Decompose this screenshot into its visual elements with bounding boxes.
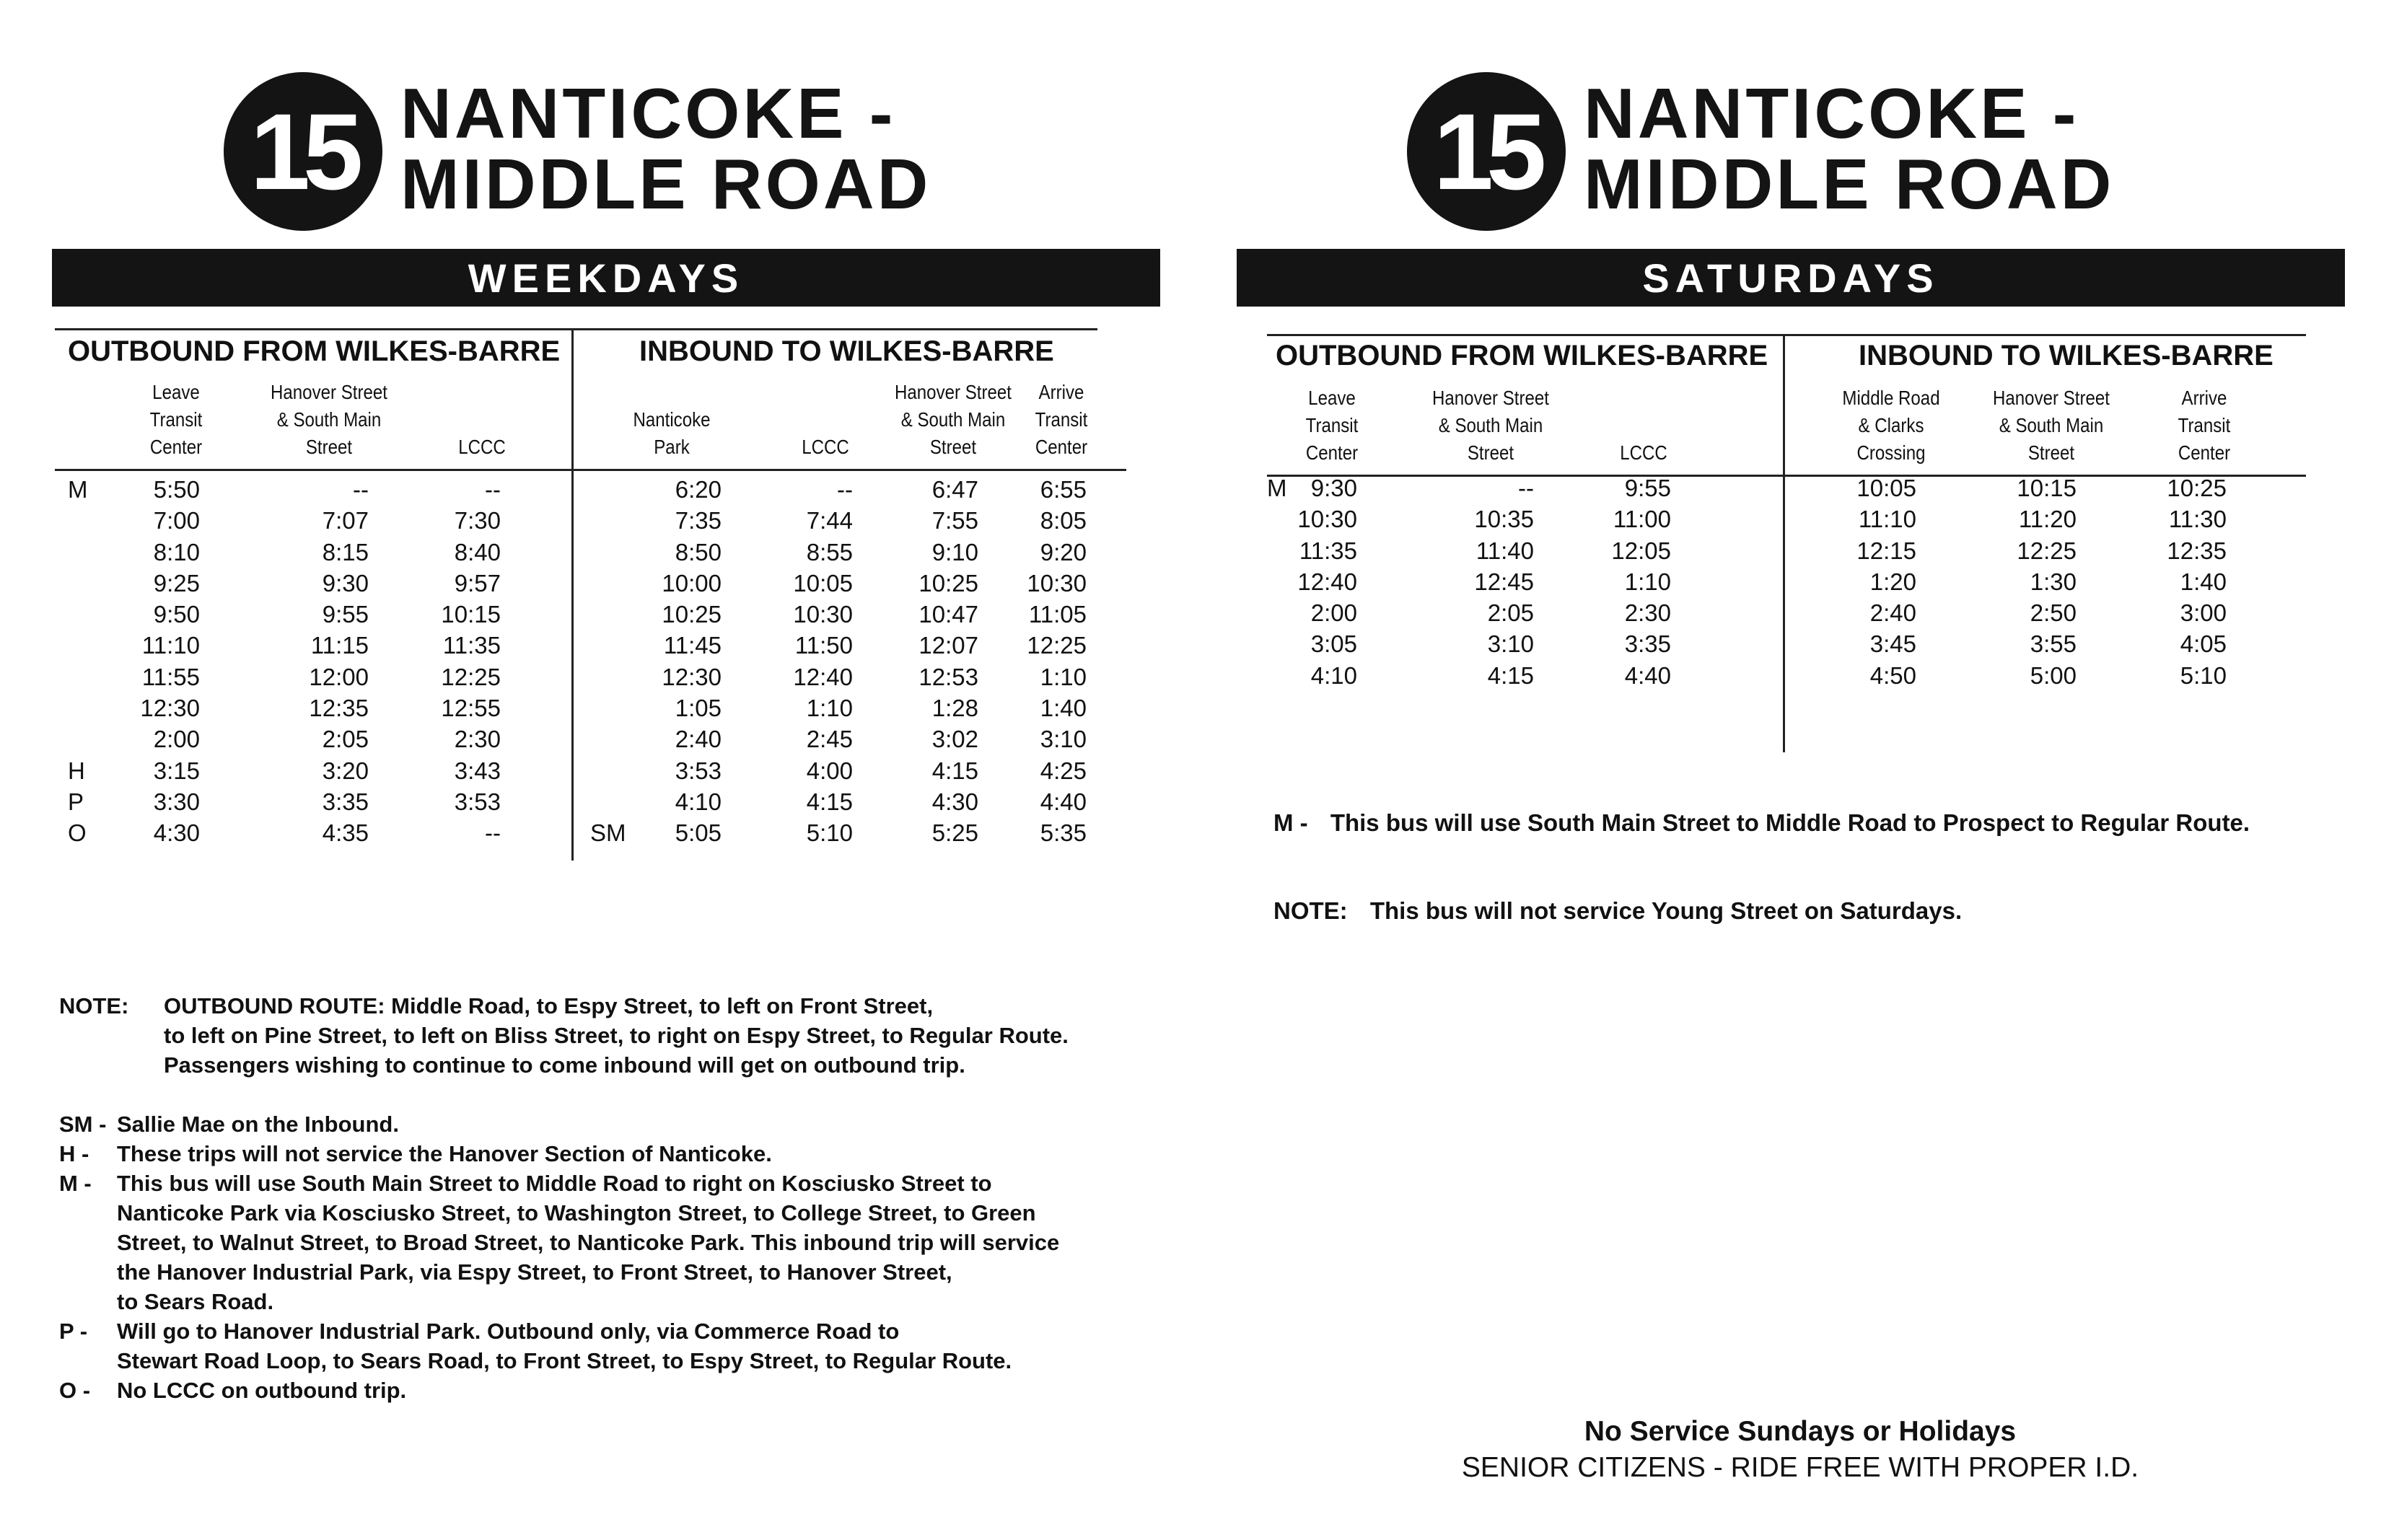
time-cell: 5:25	[931, 819, 978, 847]
column-heading: Hanover Street & South Main Street	[895, 381, 1012, 458]
time-cell: 3:02	[931, 726, 978, 753]
time-cell: 11:35	[442, 632, 501, 659]
time-cell: 10:05	[793, 569, 853, 597]
senior-citizens-notice: SENIOR CITIZENS - RIDE FREE WITH PROPER I.D.	[1461, 1452, 2139, 1483]
table-row	[1267, 503, 2306, 534]
time-cell: 7:00	[153, 507, 200, 534]
time-cell: 3:10	[1040, 726, 1087, 753]
time-cell: 12:05	[1611, 537, 1671, 564]
time-cell: 8:05	[1040, 507, 1087, 534]
time-cell: 8:40	[454, 538, 501, 566]
time-cell: 12:25	[2017, 537, 2077, 564]
time-cell: 7:35	[675, 507, 722, 534]
time-cell: --	[353, 476, 369, 503]
time-cell: 4:05	[2180, 630, 2227, 658]
time-cell: 12:53	[918, 663, 978, 690]
time-cell: 3:10	[1487, 630, 1534, 658]
footnote-code: M	[1267, 475, 1287, 501]
footnote: O - No LCCC on outbound trip.	[59, 1376, 1069, 1405]
footnote-code: O	[68, 819, 87, 847]
time-cell: 1:05	[675, 695, 722, 722]
column-heading: Nanticoke Park	[633, 408, 711, 458]
column-heading: Hanover Street & South Main Street	[1993, 387, 2110, 464]
footnote-code: H	[68, 757, 85, 784]
table-row	[1267, 628, 2306, 659]
time-cell: 12:25	[441, 663, 501, 690]
time-cell: 8:50	[675, 538, 722, 566]
time-cell: 2:40	[1869, 599, 1916, 627]
time-cell: 4:10	[1310, 661, 1357, 689]
time-cell: 1:40	[1040, 695, 1087, 722]
time-cell: 2:30	[1624, 599, 1671, 627]
time-cell: 2:05	[1487, 599, 1534, 627]
time-cell: 4:30	[931, 788, 978, 815]
time-cell: 10:30	[1297, 506, 1357, 533]
time-cell: 3:15	[153, 757, 200, 784]
time-cell: 7:55	[931, 507, 978, 534]
column-heading: Leave Transit Center	[149, 381, 203, 458]
footnote: H - These trips will not service the Hanover Section of Nanticoke.	[59, 1139, 1069, 1169]
time-cell: 10:15	[2017, 475, 2077, 501]
time-cell: 7:07	[322, 507, 369, 534]
table-row	[55, 786, 1126, 817]
time-cell: 5:05	[675, 819, 722, 847]
time-cell: 8:15	[322, 538, 369, 566]
route-title: NANTICOKE - MIDDLE ROAD	[400, 74, 931, 224]
table-row	[1267, 566, 2306, 597]
inbound-header: INBOUND TO WILKES-BARRE	[639, 335, 1054, 367]
footnote-code: M	[68, 476, 88, 503]
weekdays-notes	[59, 991, 1069, 1405]
time-cell: 12:25	[1027, 632, 1087, 659]
footnote-key: H -	[59, 1141, 89, 1166]
time-cell: 10:47	[918, 601, 978, 628]
time-cell: 2:00	[153, 726, 200, 753]
time-cell: 1:10	[1624, 568, 1671, 595]
footnote-code: P	[68, 788, 84, 815]
table-row	[55, 505, 1126, 536]
time-cell: 2:05	[322, 726, 369, 753]
time-cell: 11:35	[1299, 537, 1357, 564]
time-cell: 5:50	[153, 476, 200, 503]
time-cell: 3:20	[322, 757, 369, 784]
time-cell: 5:10	[2180, 661, 2227, 689]
time-cell: 2:30	[454, 726, 501, 753]
time-cell: 12:30	[662, 663, 722, 690]
time-cell: 3:30	[153, 788, 200, 815]
saturday-note: NOTE: This bus will not service Young Street on Saturdays.	[1273, 897, 1963, 924]
time-cell: 1:30	[2030, 568, 2077, 595]
column-heading: Arrive Transit Center	[2178, 387, 2231, 464]
time-cell: 4:50	[1869, 661, 1916, 689]
column-heading: LCCC	[458, 436, 506, 458]
time-cell: 9:30	[322, 569, 369, 597]
table-row	[55, 661, 1126, 692]
time-cell: 11:15	[310, 632, 369, 659]
time-cell: --	[485, 476, 501, 503]
time-cell: 10:00	[662, 569, 722, 597]
table-row	[1267, 472, 2306, 503]
time-cell: 8:10	[153, 538, 200, 566]
time-cell: --	[1518, 475, 1534, 501]
time-cell: 11:50	[794, 632, 853, 659]
footer	[1320, 1414, 2280, 1486]
time-cell: 4:35	[322, 819, 369, 847]
time-cell: 2:40	[675, 726, 722, 753]
time-cell: 9:25	[153, 569, 200, 597]
footnote-code: SM	[590, 819, 626, 847]
time-cell: 8:55	[806, 538, 853, 566]
table-row	[55, 755, 1126, 786]
time-cell: 9:10	[931, 538, 978, 566]
time-cell: 6:20	[675, 476, 722, 503]
footnote: M - This bus will use South Main Street to Middle Road to right on Kosciusko Street to Nanticoke Park via Kosciusko Street, to Washington Street, to College Street, to Green Street, to Walnut Street, to Broad Street, to Nanticoke Park. This inbound trip will service the Hanover Industrial Park, via Espy Street, to Front Street, to Hanover Street, to Sears Road.	[59, 1169, 1069, 1316]
time-cell: 6:55	[1040, 476, 1087, 503]
time-cell: 7:44	[806, 507, 853, 534]
time-cell: 5:10	[806, 819, 853, 847]
column-heading: Leave Transit Center	[1305, 387, 1359, 464]
footnote-key: NOTE:	[59, 993, 129, 1018]
outbound-header: OUTBOUND FROM WILKES-BARRE	[68, 335, 561, 367]
time-cell: 4:15	[806, 788, 853, 815]
time-cell: 6:47	[931, 476, 978, 503]
time-cell: 4:40	[1624, 661, 1671, 689]
time-cell: 1:20	[1869, 568, 1916, 595]
time-cell: 11:55	[141, 663, 200, 690]
time-cell: 9:50	[153, 601, 200, 628]
time-cell: 4:15	[931, 757, 978, 784]
time-cell: 9:55	[322, 601, 369, 628]
time-cell: 12:45	[1474, 568, 1534, 595]
time-cell: 4:15	[1487, 661, 1534, 689]
time-cell: 11:05	[1028, 601, 1087, 628]
time-cell: 10:05	[1856, 475, 1916, 501]
saturdays-panel	[1190, 0, 2381, 1540]
time-cell: 4:25	[1040, 757, 1087, 784]
weekdays-band: WEEKDAYS	[52, 249, 1160, 307]
time-cell: 3:35	[322, 788, 369, 815]
saturdays-band: SATURDAYS	[1237, 249, 2345, 307]
table-row	[55, 474, 1126, 505]
time-cell: 3:00	[2180, 599, 2227, 627]
time-cell: 11:40	[1475, 537, 1534, 564]
table-row	[55, 537, 1126, 568]
route-title: NANTICOKE - MIDDLE ROAD	[1584, 74, 2115, 224]
time-cell: 10:15	[441, 601, 501, 628]
time-cell: 11:10	[141, 632, 200, 659]
time-cell: 12:40	[1297, 568, 1357, 595]
column-heading: Hanover Street & South Main Street	[271, 381, 387, 458]
time-cell: 9:57	[454, 569, 501, 597]
table-row	[55, 630, 1126, 661]
time-cell: 5:35	[1040, 819, 1087, 847]
footnote-key: M -	[59, 1171, 92, 1196]
time-cell: 4:40	[1040, 788, 1087, 815]
time-cell: 12:00	[309, 663, 369, 690]
table-row	[1267, 660, 2306, 691]
time-cell: 12:15	[1856, 537, 1916, 564]
footnote-key: SM -	[59, 1112, 107, 1137]
time-cell: 10:30	[1027, 569, 1087, 597]
inbound-header: INBOUND TO WILKES-BARRE	[1859, 340, 2273, 371]
column-heading: Arrive Transit Center	[1035, 381, 1088, 458]
column-heading: LCCC	[1620, 441, 1667, 464]
time-cell: 1:10	[806, 695, 853, 722]
time-cell: 11:45	[663, 632, 722, 659]
no-service-notice: No Service Sundays or Holidays	[1584, 1416, 2017, 1447]
time-cell: 12:55	[441, 695, 501, 722]
time-cell: --	[485, 819, 501, 847]
table-row	[55, 568, 1126, 599]
time-cell: 4:30	[153, 819, 200, 847]
time-cell: 3:35	[1624, 630, 1671, 658]
footnote-key: P -	[59, 1319, 88, 1344]
time-cell: 9:55	[1624, 475, 1671, 501]
time-cell: 2:00	[1310, 599, 1357, 627]
time-cell: 11:00	[1613, 506, 1671, 533]
footnote: P - Will go to Hanover Industrial Park. Outbound only, via Commerce Road to Stewart Road Loop, to Sears Road, to Front Street, to Espy Street, to Regular Route.	[59, 1316, 1069, 1376]
footnote-key: O -	[59, 1378, 91, 1403]
footnote: NOTE: OUTBOUND ROUTE: Middle Road, to Espy Street, to left on Front Street, to left on Pine Street, to left on Bliss Street, to right on Espy Street, to Regular Route. Passengers wishing to continue to come inbound will get on outbound trip.	[59, 991, 1069, 1080]
column-heading: Middle Road & Clarks Crossing	[1842, 387, 1940, 464]
time-cell: 1:40	[2180, 568, 2227, 595]
time-cell: 10:30	[793, 601, 853, 628]
time-cell: 9:30	[1310, 475, 1357, 501]
time-cell: --	[837, 476, 853, 503]
time-cell: 12:35	[2167, 537, 2227, 564]
time-cell: 4:10	[675, 788, 722, 815]
time-cell: 11:20	[2018, 506, 2077, 533]
time-cell: 3:53	[675, 757, 722, 784]
time-cell: 12:30	[140, 695, 200, 722]
time-cell: 1:28	[931, 695, 978, 722]
time-cell: 12:35	[309, 695, 369, 722]
time-cell: 12:40	[793, 663, 853, 690]
time-cell: 2:45	[806, 726, 853, 753]
time-cell: 11:30	[2168, 506, 2227, 533]
weekdays-rows	[55, 474, 1126, 849]
table-row	[55, 817, 1126, 848]
time-cell: 1:10	[1040, 663, 1087, 690]
weekdays-panel	[0, 0, 1190, 1540]
time-cell: 10:25	[2167, 475, 2227, 501]
footnote: SM - Sallie Mae on the Inbound.	[59, 1109, 1069, 1139]
saturday-note-m: M - This bus will use South Main Street to Middle Road to Prospect to Regular Route.	[1273, 809, 2250, 836]
table-row	[1267, 535, 2306, 566]
time-cell: 3:45	[1869, 630, 1916, 658]
time-cell: 7:30	[454, 507, 501, 534]
route-number-badge: 15	[1407, 72, 1566, 231]
table-row	[55, 599, 1126, 630]
table-row	[55, 723, 1126, 754]
time-cell: 10:35	[1474, 506, 1534, 533]
column-heading: Hanover Street & South Main Street	[1432, 387, 1549, 464]
table-row	[1267, 597, 2306, 628]
table-row	[55, 692, 1126, 723]
time-cell: 11:10	[1858, 506, 1916, 533]
route-number-badge: 15	[224, 72, 382, 231]
time-cell: 3:05	[1310, 630, 1357, 658]
time-cell: 9:20	[1040, 538, 1087, 566]
time-cell: 10:25	[918, 569, 978, 597]
time-cell: 12:07	[918, 632, 978, 659]
time-cell: 10:25	[662, 601, 722, 628]
time-cell: 3:55	[2030, 630, 2077, 658]
outbound-header: OUTBOUND FROM WILKES-BARRE	[1276, 340, 1768, 371]
time-cell: 3:53	[454, 788, 501, 815]
saturdays-rows	[1267, 472, 2306, 691]
time-cell: 2:50	[2030, 599, 2077, 627]
time-cell: 4:00	[806, 757, 853, 784]
time-cell: 5:00	[2030, 661, 2077, 689]
column-heading: LCCC	[802, 436, 849, 458]
time-cell: 3:43	[454, 757, 501, 784]
